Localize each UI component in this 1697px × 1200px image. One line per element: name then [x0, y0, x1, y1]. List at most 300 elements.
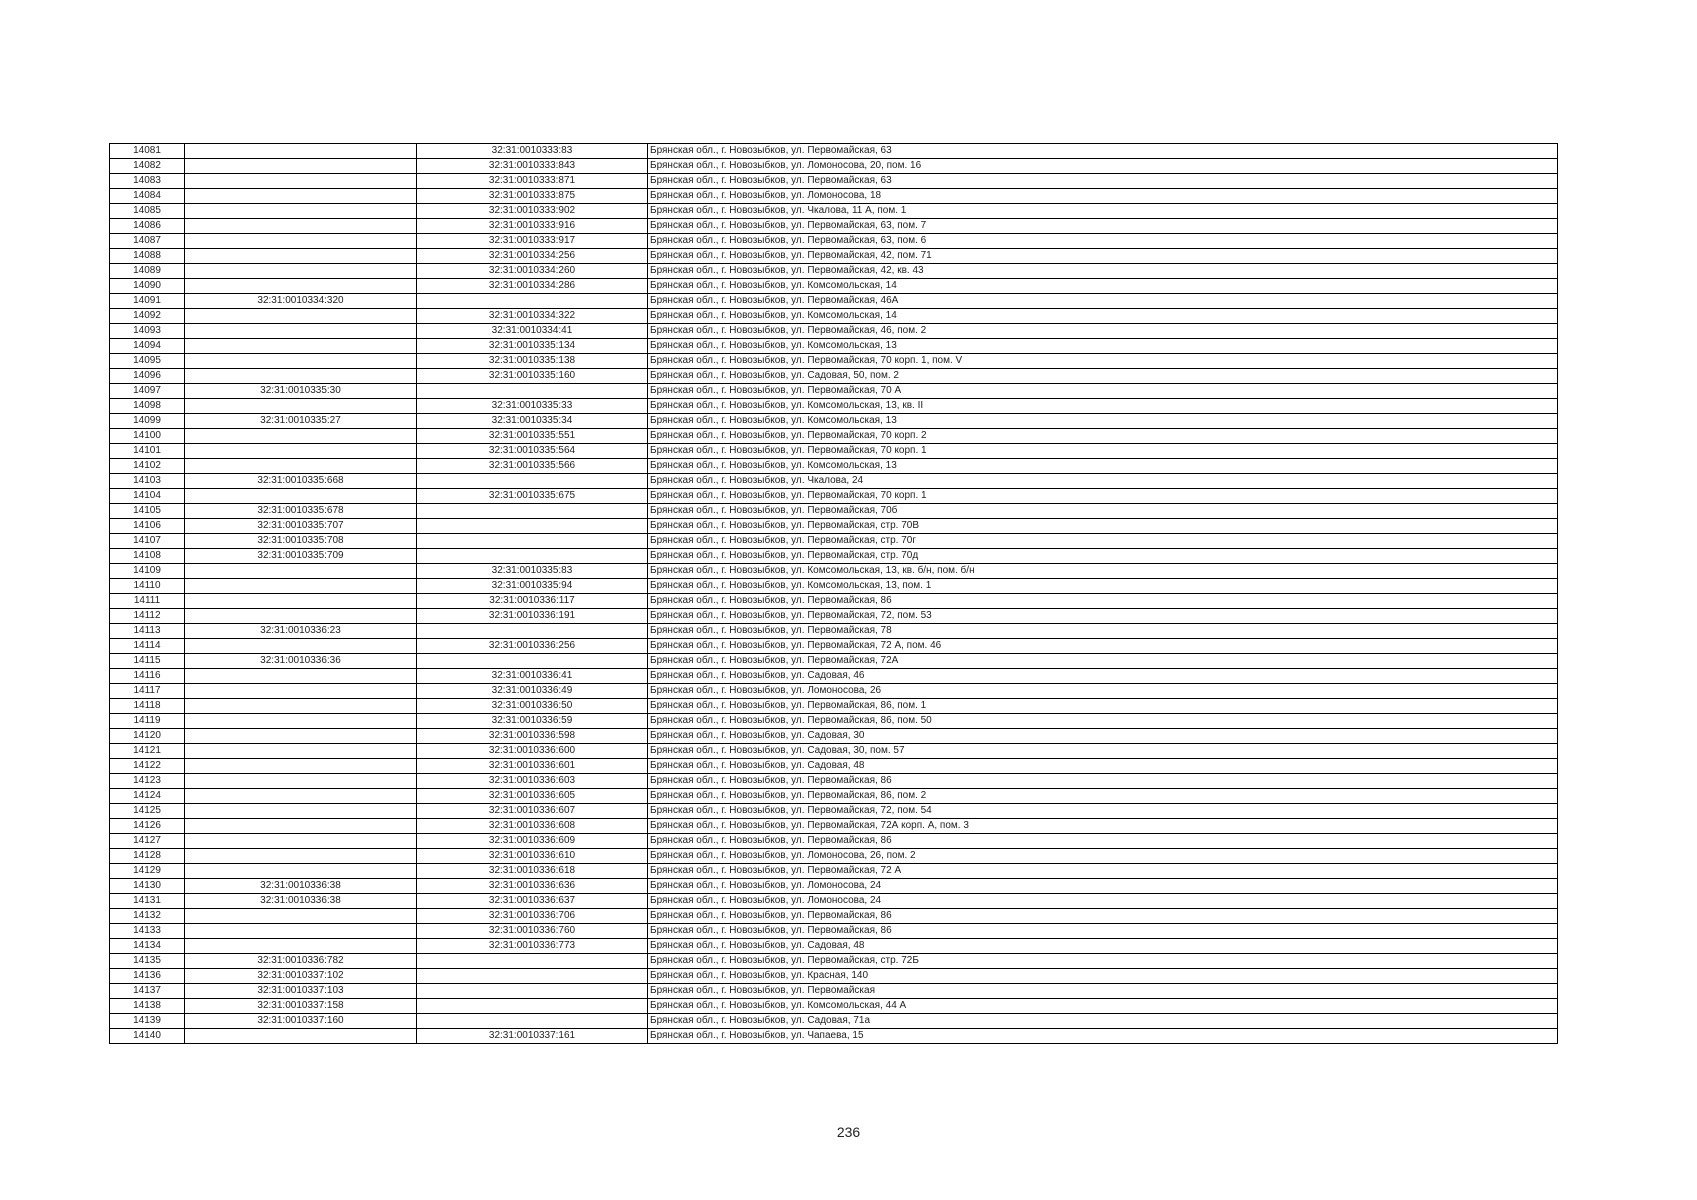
address-cell: Брянская обл., г. Новозыбков, ул. Первомайская, 42, кв. 43 — [648, 264, 1558, 279]
address-cell: Брянская обл., г. Новозыбков, ул. Комсомольская, 13 — [648, 459, 1558, 474]
table-row — [110, 804, 1558, 819]
address-cell: Брянская обл., г. Новозыбков, ул. Садовая, 30 — [648, 729, 1558, 744]
row-number-cell: 14097 — [110, 384, 185, 399]
building-cadastral-number-cell — [417, 504, 648, 519]
table-row — [110, 699, 1558, 714]
row-number-cell: 14131 — [110, 894, 185, 909]
table-row — [110, 429, 1558, 444]
land-plot-cadastral-number-cell — [185, 909, 417, 924]
address-cell: Брянская обл., г. Новозыбков, ул. Первомайская, 72, пом. 54 — [648, 804, 1558, 819]
building-cadastral-number-cell: 32:31:0010336:760 — [417, 924, 648, 939]
row-number-cell: 14137 — [110, 984, 185, 999]
row-number-cell: 14110 — [110, 579, 185, 594]
row-number-cell: 14135 — [110, 954, 185, 969]
land-plot-cadastral-number-cell — [185, 789, 417, 804]
land-plot-cadastral-number-cell — [185, 804, 417, 819]
building-cadastral-number-cell: 32:31:0010336:610 — [417, 849, 648, 864]
table-row — [110, 324, 1558, 339]
row-number-cell: 14082 — [110, 159, 185, 174]
building-cadastral-number-cell — [417, 294, 648, 309]
address-cell: Брянская обл., г. Новозыбков, ул. Ломоносова, 20, пом. 16 — [648, 159, 1558, 174]
table-row — [110, 879, 1558, 894]
land-plot-cadastral-number-cell — [185, 459, 417, 474]
address-cell: Брянская обл., г. Новозыбков, ул. Ломоносова, 18 — [648, 189, 1558, 204]
address-cell: Брянская обл., г. Новозыбков, ул. Чкалова, 11 А, пом. 1 — [648, 204, 1558, 219]
building-cadastral-number-cell: 32:31:0010335:564 — [417, 444, 648, 459]
row-number-cell: 14105 — [110, 504, 185, 519]
row-number-cell: 14120 — [110, 729, 185, 744]
building-cadastral-number-cell: 32:31:0010336:773 — [417, 939, 648, 954]
table-row — [110, 519, 1558, 534]
land-plot-cadastral-number-cell — [185, 744, 417, 759]
land-plot-cadastral-number-cell — [185, 354, 417, 369]
building-cadastral-number-cell: 32:31:0010336:600 — [417, 744, 648, 759]
building-cadastral-number-cell — [417, 384, 648, 399]
table-row — [110, 534, 1558, 549]
building-cadastral-number-cell: 32:31:0010336:608 — [417, 819, 648, 834]
land-plot-cadastral-number-cell — [185, 609, 417, 624]
land-plot-cadastral-number-cell — [185, 249, 417, 264]
address-cell: Брянская обл., г. Новозыбков, ул. Первомайская, 70 корп. 1 — [648, 489, 1558, 504]
building-cadastral-number-cell: 32:31:0010337:161 — [417, 1029, 648, 1044]
land-plot-cadastral-number-cell — [185, 339, 417, 354]
building-cadastral-number-cell — [417, 1014, 648, 1029]
land-plot-cadastral-number-cell — [185, 834, 417, 849]
land-plot-cadastral-number-cell: 32:31:0010335:27 — [185, 414, 417, 429]
table-row — [110, 999, 1558, 1014]
table-row — [110, 189, 1558, 204]
row-number-cell: 14133 — [110, 924, 185, 939]
building-cadastral-number-cell: 32:31:0010333:83 — [417, 144, 648, 159]
row-number-cell: 14121 — [110, 744, 185, 759]
land-plot-cadastral-number-cell — [185, 324, 417, 339]
building-cadastral-number-cell — [417, 969, 648, 984]
address-cell: Брянская обл., г. Новозыбков, ул. Первомайская, 70 А — [648, 384, 1558, 399]
land-plot-cadastral-number-cell: 32:31:0010335:668 — [185, 474, 417, 489]
building-cadastral-number-cell: 32:31:0010336:598 — [417, 729, 648, 744]
land-plot-cadastral-number-cell: 32:31:0010335:678 — [185, 504, 417, 519]
table-row — [110, 249, 1558, 264]
land-plot-cadastral-number-cell — [185, 729, 417, 744]
table-row — [110, 204, 1558, 219]
row-number-cell: 14096 — [110, 369, 185, 384]
land-plot-cadastral-number-cell — [185, 204, 417, 219]
row-number-cell: 14126 — [110, 819, 185, 834]
land-plot-cadastral-number-cell — [185, 444, 417, 459]
row-number-cell: 14139 — [110, 1014, 185, 1029]
land-plot-cadastral-number-cell — [185, 219, 417, 234]
row-number-cell: 14132 — [110, 909, 185, 924]
table-row — [110, 669, 1558, 684]
land-plot-cadastral-number-cell — [185, 1029, 417, 1044]
table-row — [110, 384, 1558, 399]
row-number-cell: 14101 — [110, 444, 185, 459]
table-row — [110, 789, 1558, 804]
building-cadastral-number-cell: 32:31:0010334:41 — [417, 324, 648, 339]
building-cadastral-number-cell: 32:31:0010334:260 — [417, 264, 648, 279]
row-number-cell: 14081 — [110, 144, 185, 159]
address-cell: Брянская обл., г. Новозыбков, ул. Садовая, 30, пом. 57 — [648, 744, 1558, 759]
land-plot-cadastral-number-cell — [185, 279, 417, 294]
table-row — [110, 294, 1558, 309]
land-plot-cadastral-number-cell: 32:31:0010337:158 — [185, 999, 417, 1014]
address-cell: Брянская обл., г. Новозыбков, ул. Первомайская, 63 — [648, 174, 1558, 189]
address-cell: Брянская обл., г. Новозыбков, ул. Комсомольская, 13, пом. 1 — [648, 579, 1558, 594]
address-cell: Брянская обл., г. Новозыбков, ул. Первомайская, 72А — [648, 654, 1558, 669]
land-plot-cadastral-number-cell: 32:31:0010335:709 — [185, 549, 417, 564]
table-row — [110, 159, 1558, 174]
address-cell: Брянская обл., г. Новозыбков, ул. Садовая, 48 — [648, 759, 1558, 774]
table-row — [110, 714, 1558, 729]
building-cadastral-number-cell: 32:31:0010335:134 — [417, 339, 648, 354]
address-cell: Брянская обл., г. Новозыбков, ул. Комсомольская, 13 — [648, 339, 1558, 354]
land-plot-cadastral-number-cell — [185, 309, 417, 324]
land-plot-cadastral-number-cell — [185, 759, 417, 774]
row-number-cell: 14104 — [110, 489, 185, 504]
address-cell: Брянская обл., г. Новозыбков, ул. Первомайская, 86, пом. 1 — [648, 699, 1558, 714]
row-number-cell: 14119 — [110, 714, 185, 729]
row-number-cell: 14107 — [110, 534, 185, 549]
table-row — [110, 309, 1558, 324]
address-cell: Брянская обл., г. Новозыбков, ул. Первомайская, 63 — [648, 144, 1558, 159]
address-cell: Брянская обл., г. Новозыбков, ул. Комсомольская, 14 — [648, 309, 1558, 324]
address-cell: Брянская обл., г. Новозыбков, ул. Комсомольская, 44 А — [648, 999, 1558, 1014]
land-plot-cadastral-number-cell — [185, 774, 417, 789]
row-number-cell: 14088 — [110, 249, 185, 264]
land-plot-cadastral-number-cell — [185, 864, 417, 879]
table-row — [110, 219, 1558, 234]
land-plot-cadastral-number-cell — [185, 939, 417, 954]
table-row — [110, 399, 1558, 414]
row-number-cell: 14100 — [110, 429, 185, 444]
cadastral-registry-table — [109, 143, 1558, 1044]
building-cadastral-number-cell: 32:31:0010333:916 — [417, 219, 648, 234]
page-number: 236 — [836, 1124, 861, 1140]
building-cadastral-number-cell — [417, 474, 648, 489]
building-cadastral-number-cell — [417, 549, 648, 564]
table-row — [110, 369, 1558, 384]
building-cadastral-number-cell: 32:31:0010336:50 — [417, 699, 648, 714]
address-cell: Брянская обл., г. Новозыбков, ул. Первомайская, 86 — [648, 774, 1558, 789]
land-plot-cadastral-number-cell: 32:31:0010336:38 — [185, 894, 417, 909]
row-number-cell: 14083 — [110, 174, 185, 189]
land-plot-cadastral-number-cell — [185, 639, 417, 654]
address-cell: Брянская обл., г. Новозыбков, ул. Первомайская, 63, пом. 6 — [648, 234, 1558, 249]
row-number-cell: 14095 — [110, 354, 185, 369]
building-cadastral-number-cell — [417, 654, 648, 669]
table-row — [110, 1014, 1558, 1029]
address-cell: Брянская обл., г. Новозыбков, ул. Первомайская, 86, пом. 2 — [648, 789, 1558, 804]
address-cell: Брянская обл., г. Новозыбков, ул. Ломоносова, 26 — [648, 684, 1558, 699]
land-plot-cadastral-number-cell — [185, 579, 417, 594]
land-plot-cadastral-number-cell: 32:31:0010336:38 — [185, 879, 417, 894]
land-plot-cadastral-number-cell — [185, 189, 417, 204]
row-number-cell: 14109 — [110, 564, 185, 579]
table-row — [110, 639, 1558, 654]
row-number-cell: 14116 — [110, 669, 185, 684]
land-plot-cadastral-number-cell — [185, 714, 417, 729]
building-cadastral-number-cell: 32:31:0010333:902 — [417, 204, 648, 219]
table-row — [110, 969, 1558, 984]
row-number-cell: 14134 — [110, 939, 185, 954]
address-cell: Брянская обл., г. Новозыбков, ул. Первомайская, стр. 70г — [648, 534, 1558, 549]
address-cell: Брянская обл., г. Новозыбков, ул. Садовая, 71а — [648, 1014, 1558, 1029]
row-number-cell: 14087 — [110, 234, 185, 249]
table-row — [110, 234, 1558, 249]
row-number-cell: 14085 — [110, 204, 185, 219]
row-number-cell: 14123 — [110, 774, 185, 789]
row-number-cell: 14140 — [110, 1029, 185, 1044]
row-number-cell: 14089 — [110, 264, 185, 279]
building-cadastral-number-cell: 32:31:0010336:607 — [417, 804, 648, 819]
building-cadastral-number-cell: 32:31:0010334:322 — [417, 309, 648, 324]
land-plot-cadastral-number-cell: 32:31:0010336:23 — [185, 624, 417, 639]
row-number-cell: 14113 — [110, 624, 185, 639]
table-row — [110, 414, 1558, 429]
row-number-cell: 14127 — [110, 834, 185, 849]
row-number-cell: 14118 — [110, 699, 185, 714]
address-cell: Брянская обл., г. Новозыбков, ул. Первомайская, 70 корп. 1 — [648, 444, 1558, 459]
table-row — [110, 819, 1558, 834]
address-cell: Брянская обл., г. Новозыбков, ул. Первомайская, 70 корп. 2 — [648, 429, 1558, 444]
land-plot-cadastral-number-cell — [185, 564, 417, 579]
building-cadastral-number-cell: 32:31:0010335:83 — [417, 564, 648, 579]
building-cadastral-number-cell — [417, 999, 648, 1014]
row-number-cell: 14086 — [110, 219, 185, 234]
table-row — [110, 849, 1558, 864]
table-row — [110, 579, 1558, 594]
row-number-cell: 14084 — [110, 189, 185, 204]
table-row — [110, 354, 1558, 369]
table-row — [110, 774, 1558, 789]
row-number-cell: 14106 — [110, 519, 185, 534]
building-cadastral-number-cell: 32:31:0010336:191 — [417, 609, 648, 624]
table-row — [110, 144, 1558, 159]
row-number-cell: 14115 — [110, 654, 185, 669]
row-number-cell: 14122 — [110, 759, 185, 774]
address-cell: Брянская обл., г. Новозыбков, ул. Первомайская — [648, 984, 1558, 999]
address-cell: Брянская обл., г. Новозыбков, ул. Первомайская, 86 — [648, 924, 1558, 939]
building-cadastral-number-cell: 32:31:0010335:34 — [417, 414, 648, 429]
building-cadastral-number-cell: 32:31:0010336:117 — [417, 594, 648, 609]
row-number-cell: 14130 — [110, 879, 185, 894]
table-row — [110, 654, 1558, 669]
land-plot-cadastral-number-cell — [185, 684, 417, 699]
building-cadastral-number-cell: 32:31:0010335:138 — [417, 354, 648, 369]
building-cadastral-number-cell — [417, 624, 648, 639]
row-number-cell: 14094 — [110, 339, 185, 354]
table-row — [110, 459, 1558, 474]
address-cell: Брянская обл., г. Новозыбков, ул. Ломоносова, 24 — [648, 879, 1558, 894]
row-number-cell: 14091 — [110, 294, 185, 309]
land-plot-cadastral-number-cell — [185, 924, 417, 939]
address-cell: Брянская обл., г. Новозыбков, ул. Комсомольская, 13, кв. II — [648, 399, 1558, 414]
address-cell: Брянская обл., г. Новозыбков, ул. Чапаева, 15 — [648, 1029, 1558, 1044]
address-cell: Брянская обл., г. Новозыбков, ул. Первомайская, 42, пом. 71 — [648, 249, 1558, 264]
address-cell: Брянская обл., г. Новозыбков, ул. Ломоносова, 24 — [648, 894, 1558, 909]
address-cell: Брянская обл., г. Новозыбков, ул. Комсомольская, 14 — [648, 279, 1558, 294]
land-plot-cadastral-number-cell — [185, 699, 417, 714]
table-row — [110, 834, 1558, 849]
table-row — [110, 909, 1558, 924]
table-row — [110, 744, 1558, 759]
building-cadastral-number-cell: 32:31:0010336:609 — [417, 834, 648, 849]
table-row — [110, 474, 1558, 489]
land-plot-cadastral-number-cell: 32:31:0010337:102 — [185, 969, 417, 984]
address-cell: Брянская обл., г. Новозыбков, ул. Первомайская, 78 — [648, 624, 1558, 639]
address-cell: Брянская обл., г. Новозыбков, ул. Первомайская, стр. 70д — [648, 549, 1558, 564]
land-plot-cadastral-number-cell — [185, 369, 417, 384]
land-plot-cadastral-number-cell — [185, 264, 417, 279]
address-cell: Брянская обл., г. Новозыбков, ул. Садовая, 48 — [648, 939, 1558, 954]
land-plot-cadastral-number-cell: 32:31:0010337:160 — [185, 1014, 417, 1029]
building-cadastral-number-cell: 32:31:0010336:49 — [417, 684, 648, 699]
row-number-cell: 14108 — [110, 549, 185, 564]
row-number-cell: 14098 — [110, 399, 185, 414]
row-number-cell: 14092 — [110, 309, 185, 324]
row-number-cell: 14102 — [110, 459, 185, 474]
building-cadastral-number-cell: 32:31:0010336:637 — [417, 894, 648, 909]
row-number-cell: 14129 — [110, 864, 185, 879]
address-cell: Брянская обл., г. Новозыбков, ул. Ломоносова, 26, пом. 2 — [648, 849, 1558, 864]
land-plot-cadastral-number-cell — [185, 234, 417, 249]
address-cell: Брянская обл., г. Новозыбков, ул. Комсомольская, 13, кв. б/н, пом. б/н — [648, 564, 1558, 579]
building-cadastral-number-cell: 32:31:0010334:286 — [417, 279, 648, 294]
land-plot-cadastral-number-cell — [185, 819, 417, 834]
building-cadastral-number-cell: 32:31:0010333:843 — [417, 159, 648, 174]
table-row — [110, 954, 1558, 969]
land-plot-cadastral-number-cell — [185, 489, 417, 504]
table-row — [110, 729, 1558, 744]
building-cadastral-number-cell: 32:31:0010336:605 — [417, 789, 648, 804]
table-row — [110, 489, 1558, 504]
address-cell: Брянская обл., г. Новозыбков, ул. Первомайская, 72А корп. А, пом. 3 — [648, 819, 1558, 834]
land-plot-cadastral-number-cell: 32:31:0010335:30 — [185, 384, 417, 399]
building-cadastral-number-cell: 32:31:0010336:256 — [417, 639, 648, 654]
building-cadastral-number-cell: 32:31:0010336:41 — [417, 669, 648, 684]
address-cell: Брянская обл., г. Новозыбков, ул. Комсомольская, 13 — [648, 414, 1558, 429]
table-row — [110, 684, 1558, 699]
address-cell: Брянская обл., г. Новозыбков, ул. Первомайская, 86, пом. 50 — [648, 714, 1558, 729]
building-cadastral-number-cell: 32:31:0010335:94 — [417, 579, 648, 594]
address-cell: Брянская обл., г. Новозыбков, ул. Первомайская, 70 корп. 1, пом. V — [648, 354, 1558, 369]
table-row — [110, 174, 1558, 189]
table-row — [110, 624, 1558, 639]
table-row — [110, 984, 1558, 999]
building-cadastral-number-cell: 32:31:0010333:871 — [417, 174, 648, 189]
address-cell: Брянская обл., г. Новозыбков, ул. Первомайская, 72 А, пом. 46 — [648, 639, 1558, 654]
building-cadastral-number-cell: 32:31:0010335:675 — [417, 489, 648, 504]
building-cadastral-number-cell: 32:31:0010335:160 — [417, 369, 648, 384]
land-plot-cadastral-number-cell — [185, 399, 417, 414]
land-plot-cadastral-number-cell: 32:31:0010335:708 — [185, 534, 417, 549]
row-number-cell: 14090 — [110, 279, 185, 294]
address-cell: Брянская обл., г. Новозыбков, ул. Садовая, 46 — [648, 669, 1558, 684]
building-cadastral-number-cell: 32:31:0010336:601 — [417, 759, 648, 774]
table-row — [110, 339, 1558, 354]
row-number-cell: 14099 — [110, 414, 185, 429]
address-cell: Брянская обл., г. Новозыбков, ул. Первомайская, 72, пом. 53 — [648, 609, 1558, 624]
row-number-cell: 14138 — [110, 999, 185, 1014]
table-row — [110, 609, 1558, 624]
table-row — [110, 1029, 1558, 1044]
address-cell: Брянская обл., г. Новозыбков, ул. Первомайская, 86 — [648, 834, 1558, 849]
land-plot-cadastral-number-cell: 32:31:0010335:707 — [185, 519, 417, 534]
address-cell: Брянская обл., г. Новозыбков, ул. Первомайская, 46А — [648, 294, 1558, 309]
row-number-cell: 14136 — [110, 969, 185, 984]
table-row — [110, 894, 1558, 909]
land-plot-cadastral-number-cell — [185, 594, 417, 609]
address-cell: Брянская обл., г. Новозыбков, ул. Чкалова, 24 — [648, 474, 1558, 489]
building-cadastral-number-cell — [417, 519, 648, 534]
building-cadastral-number-cell: 32:31:0010336:618 — [417, 864, 648, 879]
row-number-cell: 14125 — [110, 804, 185, 819]
land-plot-cadastral-number-cell — [185, 849, 417, 864]
land-plot-cadastral-number-cell: 32:31:0010334:320 — [185, 294, 417, 309]
land-plot-cadastral-number-cell: 32:31:0010336:36 — [185, 654, 417, 669]
building-cadastral-number-cell: 32:31:0010336:706 — [417, 909, 648, 924]
row-number-cell: 14117 — [110, 684, 185, 699]
building-cadastral-number-cell: 32:31:0010336:603 — [417, 774, 648, 789]
land-plot-cadastral-number-cell — [185, 144, 417, 159]
table-row — [110, 939, 1558, 954]
row-number-cell: 14112 — [110, 609, 185, 624]
row-number-cell: 14103 — [110, 474, 185, 489]
land-plot-cadastral-number-cell — [185, 159, 417, 174]
building-cadastral-number-cell: 32:31:0010335:566 — [417, 459, 648, 474]
address-cell: Брянская обл., г. Новозыбков, ул. Первомайская, 46, пом. 2 — [648, 324, 1558, 339]
row-number-cell: 14093 — [110, 324, 185, 339]
building-cadastral-number-cell: 32:31:0010336:59 — [417, 714, 648, 729]
address-cell: Брянская обл., г. Новозыбков, ул. Красная, 140 — [648, 969, 1558, 984]
table-row — [110, 549, 1558, 564]
building-cadastral-number-cell — [417, 984, 648, 999]
building-cadastral-number-cell: 32:31:0010335:551 — [417, 429, 648, 444]
building-cadastral-number-cell: 32:31:0010333:917 — [417, 234, 648, 249]
land-plot-cadastral-number-cell — [185, 429, 417, 444]
land-plot-cadastral-number-cell — [185, 174, 417, 189]
building-cadastral-number-cell: 32:31:0010336:636 — [417, 879, 648, 894]
table-row — [110, 864, 1558, 879]
table-row — [110, 924, 1558, 939]
address-cell: Брянская обл., г. Новозыбков, ул. Садовая, 50, пом. 2 — [648, 369, 1558, 384]
registry-table-body — [110, 144, 1558, 1044]
table-row — [110, 444, 1558, 459]
table-row — [110, 759, 1558, 774]
land-plot-cadastral-number-cell: 32:31:0010337:103 — [185, 984, 417, 999]
land-plot-cadastral-number-cell: 32:31:0010336:782 — [185, 954, 417, 969]
building-cadastral-number-cell: 32:31:0010335:33 — [417, 399, 648, 414]
row-number-cell: 14128 — [110, 849, 185, 864]
address-cell: Брянская обл., г. Новозыбков, ул. Первомайская, 86 — [648, 594, 1558, 609]
land-plot-cadastral-number-cell — [185, 669, 417, 684]
table-row — [110, 594, 1558, 609]
table-row — [110, 564, 1558, 579]
address-cell: Брянская обл., г. Новозыбков, ул. Первомайская, стр. 72Б — [648, 954, 1558, 969]
address-cell: Брянская обл., г. Новозыбков, ул. Первомайская, 63, пом. 7 — [648, 219, 1558, 234]
row-number-cell: 14124 — [110, 789, 185, 804]
address-cell: Брянская обл., г. Новозыбков, ул. Первомайская, стр. 70В — [648, 519, 1558, 534]
building-cadastral-number-cell: 32:31:0010334:256 — [417, 249, 648, 264]
row-number-cell: 14114 — [110, 639, 185, 654]
table-row — [110, 264, 1558, 279]
building-cadastral-number-cell: 32:31:0010333:875 — [417, 189, 648, 204]
address-cell: Брянская обл., г. Новозыбков, ул. Первомайская, 86 — [648, 909, 1558, 924]
address-cell: Брянская обл., г. Новозыбков, ул. Первомайская, 70б — [648, 504, 1558, 519]
table-row — [110, 279, 1558, 294]
address-cell: Брянская обл., г. Новозыбков, ул. Первомайская, 72 А — [648, 864, 1558, 879]
building-cadastral-number-cell — [417, 954, 648, 969]
